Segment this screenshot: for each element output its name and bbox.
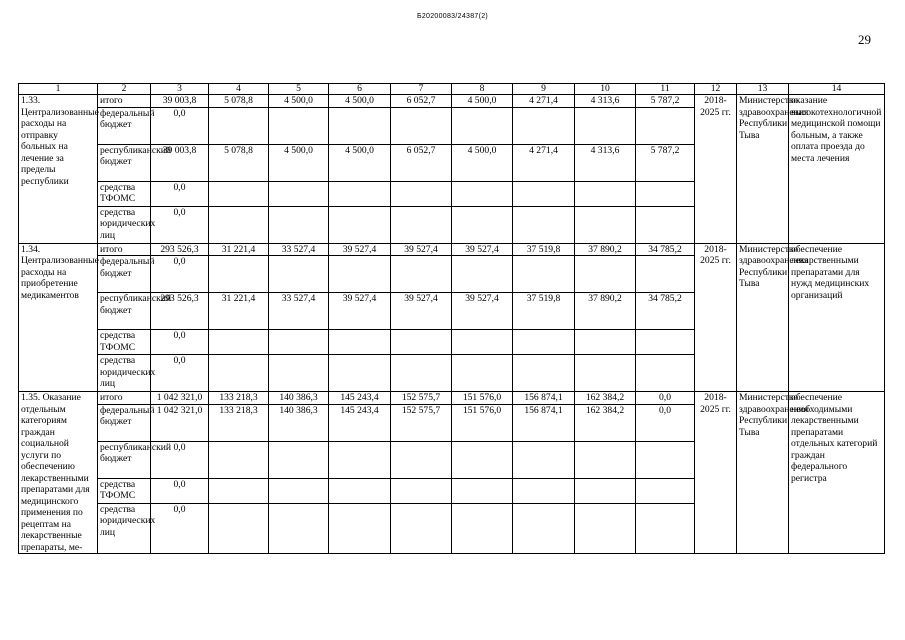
funding-source-cell: итого	[98, 243, 151, 256]
activity-name-cell: 1.33. Централизованные расходы на отправку больных на лечение за пределы республики	[19, 95, 98, 244]
amount-cell: 0,0	[151, 181, 209, 206]
funding-source-cell: федеральный бюджет	[98, 107, 151, 144]
amount-cell	[391, 441, 452, 478]
amount-cell: 39 527,4	[391, 293, 452, 330]
activity-name-cell: 1.34. Централизованные расходы на приобретение медикаментов	[19, 243, 98, 392]
amount-cell: 4 500,0	[269, 95, 329, 108]
table-row	[19, 392, 885, 405]
funding-source-cell: федеральный бюджет	[98, 404, 151, 441]
expected-result-cell: оказание высокотехнологичной медицинской помощи больным, а также оплата проезда до места лечения	[789, 95, 885, 244]
amount-cell	[391, 503, 452, 553]
executor-cell: Министерство здравоохранения Республики Тыва	[737, 392, 789, 554]
amount-cell	[452, 503, 513, 553]
amount-cell	[269, 503, 329, 553]
funding-source-cell: итого	[98, 392, 151, 405]
amount-cell: 4 271,4	[513, 95, 575, 108]
amount-cell	[513, 478, 575, 503]
amount-cell: 162 384,2	[575, 392, 636, 405]
amount-cell: 33 527,4	[269, 293, 329, 330]
funding-source-cell: средства юридических лиц	[98, 503, 151, 553]
program-activities-table	[18, 83, 885, 554]
amount-cell: 133 218,3	[209, 404, 269, 441]
column-header: 4	[209, 84, 269, 95]
amount-cell: 5 787,2	[636, 144, 695, 181]
amount-cell	[329, 503, 391, 553]
amount-cell: 39 527,4	[329, 293, 391, 330]
amount-cell	[452, 355, 513, 392]
amount-cell: 0,0	[151, 503, 209, 553]
amount-cell	[575, 478, 636, 503]
column-header: 7	[391, 84, 452, 95]
amount-cell	[329, 107, 391, 144]
amount-cell: 0,0	[636, 404, 695, 441]
amount-cell	[269, 107, 329, 144]
amount-cell: 0,0	[151, 478, 209, 503]
amount-cell: 34 785,2	[636, 293, 695, 330]
amount-cell: 0,0	[151, 256, 209, 293]
document-id: Б20200083/24387(2)	[416, 13, 489, 20]
amount-cell	[209, 330, 269, 355]
amount-cell	[513, 355, 575, 392]
expected-result-cell: обеспечение лекарственными препаратами для нужд медицинских организаций	[789, 243, 885, 392]
amount-cell	[575, 441, 636, 478]
amount-cell	[575, 206, 636, 243]
amount-cell	[452, 181, 513, 206]
amount-cell: 140 386,3	[269, 404, 329, 441]
amount-cell	[575, 256, 636, 293]
period-cell: 2018-2025 гг.	[695, 95, 737, 244]
activity-name-cell: 1.35. Оказание отдельным категориям граждан социальной услуги по обеспечению лекарственными препаратами для медицинского применения по рецептам на лекарственные препараты, ме-	[19, 392, 98, 554]
amount-cell: 39 527,4	[391, 243, 452, 256]
amount-cell	[636, 330, 695, 355]
amount-cell	[391, 256, 452, 293]
amount-cell	[636, 206, 695, 243]
amount-cell: 4 500,0	[269, 144, 329, 181]
amount-cell: 39 003,8	[151, 144, 209, 181]
amount-cell: 151 576,0	[452, 392, 513, 405]
amount-cell: 5 078,8	[209, 95, 269, 108]
amount-cell	[513, 441, 575, 478]
amount-cell	[269, 478, 329, 503]
amount-cell: 293 526,3	[151, 293, 209, 330]
amount-cell: 156 874,1	[513, 392, 575, 405]
amount-cell	[329, 206, 391, 243]
executor-cell: Министерство здравоохранения Республики Тыва	[737, 95, 789, 244]
amount-cell: 0,0	[151, 206, 209, 243]
column-header: 6	[329, 84, 391, 95]
amount-cell	[391, 107, 452, 144]
amount-cell	[513, 503, 575, 553]
amount-cell: 4 313,6	[575, 95, 636, 108]
amount-cell	[452, 478, 513, 503]
amount-cell: 152 575,7	[391, 392, 452, 405]
amount-cell: 156 874,1	[513, 404, 575, 441]
amount-cell	[452, 107, 513, 144]
page-number: 29	[858, 32, 871, 47]
amount-cell: 4 500,0	[329, 95, 391, 108]
amount-cell: 4 500,0	[452, 95, 513, 108]
amount-cell	[391, 478, 452, 503]
funding-source-cell: республиканский бюджет	[98, 441, 151, 478]
amount-cell: 4 271,4	[513, 144, 575, 181]
amount-cell: 5 787,2	[636, 95, 695, 108]
amount-cell	[636, 478, 695, 503]
amount-cell: 37 519,8	[513, 293, 575, 330]
amount-cell	[575, 503, 636, 553]
amount-cell: 1 042 321,0	[151, 404, 209, 441]
amount-cell	[391, 355, 452, 392]
amount-cell: 145 243,4	[329, 392, 391, 405]
amount-cell	[329, 330, 391, 355]
funding-source-cell: средства юридических лиц	[98, 206, 151, 243]
amount-cell	[636, 256, 695, 293]
amount-cell	[209, 206, 269, 243]
executor-cell: Министерство здравоохранения Республики Тыва	[737, 243, 789, 392]
amount-cell: 133 218,3	[209, 392, 269, 405]
amount-cell: 6 052,7	[391, 144, 452, 181]
period-cell: 2018-2025 гг.	[695, 243, 737, 392]
amount-cell: 31 221,4	[209, 243, 269, 256]
amount-cell: 37 519,8	[513, 243, 575, 256]
amount-cell	[575, 330, 636, 355]
amount-cell: 151 576,0	[452, 404, 513, 441]
column-header: 9	[513, 84, 575, 95]
funding-source-cell: средства ТФОМС	[98, 478, 151, 503]
column-header: 2	[98, 84, 151, 95]
amount-cell	[513, 206, 575, 243]
amount-cell	[636, 503, 695, 553]
amount-cell	[391, 206, 452, 243]
column-header: 10	[575, 84, 636, 95]
amount-cell: 0,0	[151, 355, 209, 392]
amount-cell	[209, 181, 269, 206]
amount-cell	[269, 441, 329, 478]
amount-cell	[209, 441, 269, 478]
amount-cell: 4 500,0	[452, 144, 513, 181]
amount-cell	[452, 330, 513, 355]
amount-cell: 6 052,7	[391, 95, 452, 108]
amount-cell: 39 003,8	[151, 95, 209, 108]
amount-cell	[269, 330, 329, 355]
funding-source-cell: итого	[98, 95, 151, 108]
column-header: 5	[269, 84, 329, 95]
amount-cell: 0,0	[151, 107, 209, 144]
amount-cell: 0,0	[151, 441, 209, 478]
funding-source-cell: средства ТФОМС	[98, 181, 151, 206]
amount-cell	[209, 355, 269, 392]
amount-cell: 0,0	[151, 330, 209, 355]
amount-cell	[636, 107, 695, 144]
amount-cell	[513, 181, 575, 206]
amount-cell	[636, 355, 695, 392]
amount-cell: 33 527,4	[269, 243, 329, 256]
amount-cell: 34 785,2	[636, 243, 695, 256]
amount-cell: 39 527,4	[329, 243, 391, 256]
amount-cell: 162 384,2	[575, 404, 636, 441]
column-header: 8	[452, 84, 513, 95]
period-cell: 2018-2025 гг.	[695, 392, 737, 554]
expected-result-cell: обеспечение необходимыми лекарственными препаратами отдельных категорий граждан федерального регистра	[789, 392, 885, 554]
amount-cell	[452, 441, 513, 478]
amount-cell: 293 526,3	[151, 243, 209, 256]
amount-cell	[269, 256, 329, 293]
amount-cell	[329, 181, 391, 206]
column-header: 11	[636, 84, 695, 95]
column-header: 3	[151, 84, 209, 95]
funding-source-cell: средства ТФОМС	[98, 330, 151, 355]
column-header: 1	[19, 84, 98, 95]
amount-cell	[209, 107, 269, 144]
table-row	[19, 243, 885, 256]
column-header: 12	[695, 84, 737, 95]
amount-cell	[575, 181, 636, 206]
amount-cell	[391, 181, 452, 206]
funding-source-cell: средства юридических лиц	[98, 355, 151, 392]
amount-cell	[513, 107, 575, 144]
amount-cell: 31 221,4	[209, 293, 269, 330]
amount-cell	[636, 441, 695, 478]
amount-cell: 1 042 321,0	[151, 392, 209, 405]
amount-cell	[329, 441, 391, 478]
funding-source-cell: республиканский бюджет	[98, 293, 151, 330]
amount-cell	[513, 256, 575, 293]
amount-cell: 5 078,8	[209, 144, 269, 181]
amount-cell	[513, 330, 575, 355]
amount-cell: 39 527,4	[452, 293, 513, 330]
column-header: 13	[737, 84, 789, 95]
funding-source-cell: республиканский бюджет	[98, 144, 151, 181]
amount-cell: 140 386,3	[269, 392, 329, 405]
amount-cell: 152 575,7	[391, 404, 452, 441]
amount-cell	[269, 355, 329, 392]
amount-cell	[209, 256, 269, 293]
table-row	[19, 95, 885, 108]
amount-cell	[575, 355, 636, 392]
amount-cell: 0,0	[636, 392, 695, 405]
amount-cell	[575, 107, 636, 144]
amount-cell: 37 890,2	[575, 293, 636, 330]
amount-cell	[269, 181, 329, 206]
amount-cell	[636, 181, 695, 206]
amount-cell	[329, 355, 391, 392]
amount-cell	[209, 478, 269, 503]
amount-cell	[269, 206, 329, 243]
amount-cell: 145 243,4	[329, 404, 391, 441]
amount-cell	[209, 503, 269, 553]
amount-cell	[329, 256, 391, 293]
amount-cell	[391, 330, 452, 355]
column-header: 14	[789, 84, 885, 95]
amount-cell	[329, 478, 391, 503]
amount-cell	[452, 256, 513, 293]
funding-source-cell: федеральный бюджет	[98, 256, 151, 293]
amount-cell: 39 527,4	[452, 243, 513, 256]
amount-cell: 4 313,6	[575, 144, 636, 181]
amount-cell	[452, 206, 513, 243]
amount-cell: 37 890,2	[575, 243, 636, 256]
amount-cell: 4 500,0	[329, 144, 391, 181]
header-row	[19, 84, 885, 95]
